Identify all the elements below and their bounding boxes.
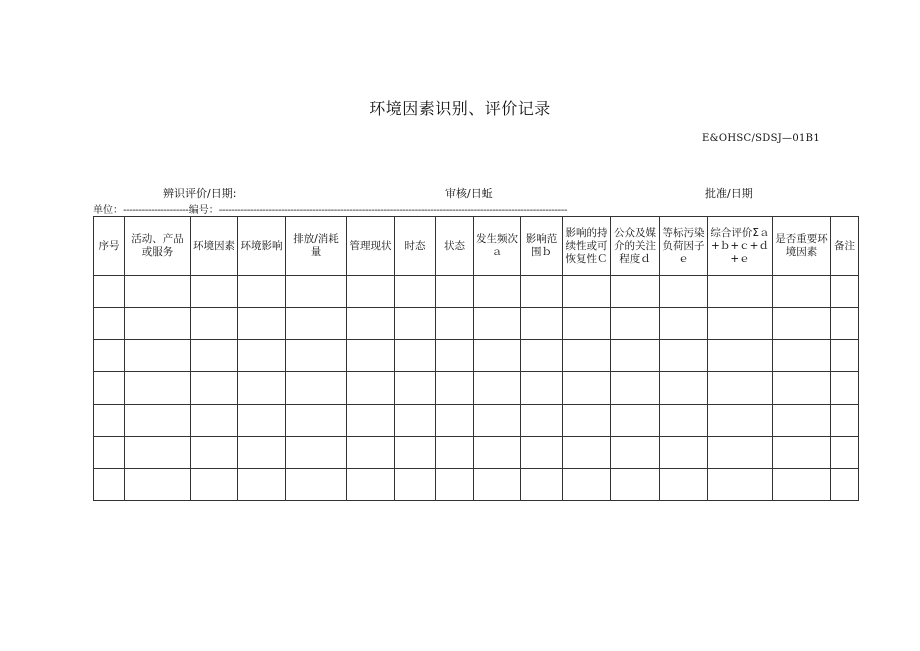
table-cell[interactable] [191,276,238,308]
table-cell[interactable] [125,468,191,500]
table-cell[interactable] [708,276,773,308]
header-cell: 活动、产品或服务 [125,217,191,276]
table-cell[interactable] [238,340,286,372]
table-cell[interactable] [395,308,436,340]
number-blank: ---------------------------------------------------------------------------------------------------------------- [218,205,567,216]
table-cell[interactable] [395,436,436,468]
number-label: -编号： [185,205,219,216]
table-cell[interactable] [395,404,436,436]
table-cell[interactable] [474,468,521,500]
table-cell[interactable] [286,468,347,500]
table-cell[interactable] [773,308,831,340]
table-cell[interactable] [94,308,125,340]
table-cell[interactable] [831,468,859,500]
table-cell[interactable] [611,436,660,468]
table-cell[interactable] [286,372,347,404]
table-cell[interactable] [238,372,286,404]
table-row [94,436,859,468]
table-cell[interactable] [831,404,859,436]
table-cell[interactable] [125,372,191,404]
table-cell[interactable] [708,436,773,468]
table-cell[interactable] [436,468,474,500]
header-cell: 综合评价Σａ+ｂ+ｃ+ｄ+ｅ [708,217,773,276]
table-cell[interactable] [708,372,773,404]
table-cell[interactable] [773,404,831,436]
table-cell[interactable] [831,436,859,468]
table-row [94,404,859,436]
header-row [94,217,859,276]
table-cell[interactable] [773,436,831,468]
approve-date-label: 批准/日期 [705,187,753,200]
table-cell[interactable] [611,468,660,500]
table-cell[interactable] [347,372,395,404]
table-cell[interactable] [474,436,521,468]
table-cell[interactable] [436,340,474,372]
table-cell[interactable] [660,340,708,372]
table-cell[interactable] [708,468,773,500]
table-cell[interactable] [286,308,347,340]
table-cell[interactable] [94,276,125,308]
header-cell: 环境影响 [238,217,286,276]
document-title: 环境因素识别、评价记录 [369,99,551,118]
table-cell[interactable] [286,436,347,468]
review-date-label: 审核/日蚯 [445,187,493,200]
table-cell[interactable] [191,468,238,500]
table-cell[interactable] [521,404,563,436]
header-cell: 序号 [94,217,125,276]
header-cell: 时态 [395,217,436,276]
table-cell[interactable] [125,308,191,340]
table-cell[interactable] [611,372,660,404]
header-cell: 影响范围ｂ [521,217,563,276]
table-cell[interactable] [94,468,125,500]
table-cell[interactable] [563,372,611,404]
table-cell[interactable] [436,372,474,404]
header-cell: 管理现状 [347,217,395,276]
table-cell[interactable] [347,404,395,436]
table-cell[interactable] [831,372,859,404]
unit-blank: -------------------- [123,205,186,216]
header-cell: 环境因素 [191,217,238,276]
table-row [94,276,859,308]
header-cell: 排放/消耗量 [286,217,347,276]
table-cell[interactable] [395,276,436,308]
table-cell[interactable] [474,404,521,436]
header-cell: 影响的持续性或可恢复性Ｃ [563,217,611,276]
table-cell[interactable] [125,276,191,308]
table-cell[interactable] [347,468,395,500]
unit-label: 单位： [93,205,123,216]
header-cell: 发生频次ａ [474,217,521,276]
table-cell[interactable] [831,340,859,372]
table-cell[interactable] [436,404,474,436]
table-cell[interactable] [347,436,395,468]
table-cell[interactable] [773,276,831,308]
table-cell[interactable] [660,276,708,308]
table-cell[interactable] [563,468,611,500]
identify-date-label: 辨识评价/日期: [163,187,237,200]
table-cell[interactable] [125,404,191,436]
table-cell[interactable] [395,372,436,404]
table-cell[interactable] [474,340,521,372]
table-cell[interactable] [521,372,563,404]
table-cell[interactable] [660,404,708,436]
table-cell[interactable] [238,468,286,500]
table-cell[interactable] [611,404,660,436]
table-cell[interactable] [238,436,286,468]
header-cell: 备注 [831,217,859,276]
table-cell[interactable] [238,404,286,436]
table-cell[interactable] [611,308,660,340]
table-row [94,372,859,404]
table-cell[interactable] [474,308,521,340]
table-cell[interactable] [286,340,347,372]
unit-number-line [93,201,853,216]
table-cell[interactable] [611,276,660,308]
table-row [94,468,859,500]
table-cell[interactable] [125,436,191,468]
table-cell[interactable] [660,468,708,500]
table-cell[interactable] [563,276,611,308]
header-cell: 等标污染负荷因子ｅ [660,217,708,276]
table-cell[interactable] [286,276,347,308]
table-cell[interactable] [347,276,395,308]
table-cell[interactable] [94,436,125,468]
table-cell[interactable] [563,340,611,372]
table-cell[interactable] [347,308,395,340]
table-row [94,340,859,372]
table-body [94,276,859,501]
table-cell[interactable] [521,468,563,500]
table-cell[interactable] [611,340,660,372]
table-cell[interactable] [773,468,831,500]
table-cell[interactable] [125,340,191,372]
table-cell[interactable] [436,436,474,468]
table-cell[interactable] [191,372,238,404]
table-cell[interactable] [708,404,773,436]
table-cell[interactable] [773,340,831,372]
table-cell[interactable] [521,308,563,340]
assessment-table [93,216,859,501]
table-cell[interactable] [191,436,238,468]
header-cell: 是否重要环境因素 [773,217,831,276]
table-cell[interactable] [436,276,474,308]
table-cell[interactable] [238,308,286,340]
table-cell[interactable] [286,404,347,436]
table-cell[interactable] [474,372,521,404]
table-cell[interactable] [831,276,859,308]
table-cell[interactable] [563,308,611,340]
table-cell[interactable] [94,404,125,436]
table-cell[interactable] [191,308,238,340]
table-cell[interactable] [474,276,521,308]
table-cell[interactable] [238,276,286,308]
table-cell[interactable] [660,436,708,468]
table-cell[interactable] [94,340,125,372]
table-cell[interactable] [708,340,773,372]
table-cell[interactable] [94,372,125,404]
table-cell[interactable] [395,468,436,500]
table-cell[interactable] [521,276,563,308]
table-row [94,308,859,340]
table-cell[interactable] [436,308,474,340]
table-cell[interactable] [563,404,611,436]
table-cell[interactable] [773,372,831,404]
table-cell[interactable] [395,340,436,372]
table-cell[interactable] [831,308,859,340]
table-cell[interactable] [191,404,238,436]
document-code: E&OHSC/SDSJ—01B1 [702,133,820,144]
table-cell[interactable] [708,308,773,340]
table-cell[interactable] [191,340,238,372]
table-cell[interactable] [521,340,563,372]
table-cell[interactable] [660,308,708,340]
table-cell[interactable] [521,436,563,468]
header-cell: 公众及媒介的关注程度ｄ [611,217,660,276]
table-cell[interactable] [563,436,611,468]
table-cell[interactable] [347,340,395,372]
header-cell: 状态 [436,217,474,276]
table-cell[interactable] [660,372,708,404]
